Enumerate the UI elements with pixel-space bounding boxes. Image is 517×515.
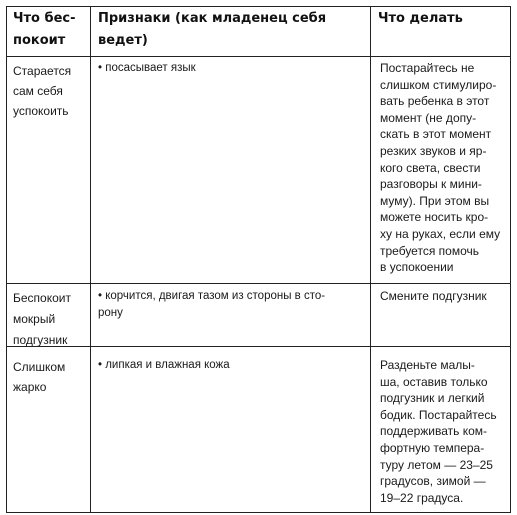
text-line: сам себя xyxy=(13,84,63,98)
text-line: поддерживать ком- xyxy=(380,424,488,439)
text-line: момент (не допу- xyxy=(380,110,477,125)
text-line: • корчится, двигая тазом из стороны в сто- xyxy=(98,290,326,302)
text-line: рону xyxy=(98,306,123,319)
text-line: можете носить кро- xyxy=(380,210,489,225)
row-1-actions xyxy=(380,60,500,276)
row-divider-2 xyxy=(6,346,511,347)
text-line: слишком стимулиро- xyxy=(380,77,497,92)
header-line: Признаки (как младенец себя xyxy=(98,11,327,26)
text-line: градусов, зимой — xyxy=(380,474,486,489)
header-signs xyxy=(98,8,326,52)
text-line: ша, оставив только xyxy=(380,374,488,389)
header-what-to-do xyxy=(378,8,463,30)
text-line: бодик. Постарайтесь xyxy=(380,407,497,422)
row-2-reason xyxy=(13,288,71,351)
column-divider-1 xyxy=(90,6,91,513)
table-border-left xyxy=(6,6,7,513)
table-header-divider xyxy=(6,56,511,57)
row-3-signs xyxy=(98,357,230,374)
text-line: • липкая и влажная кожа xyxy=(98,359,230,371)
text-line: Старается xyxy=(13,64,72,78)
text-line: 19–22 градуса. xyxy=(380,490,464,505)
text-line: скать в этот момент xyxy=(380,127,492,142)
row-3-reason xyxy=(13,357,65,397)
row-2-actions xyxy=(380,288,487,305)
text-line: вать ребенка в этот xyxy=(380,94,490,109)
text-line: требуется помочь xyxy=(380,243,479,258)
text-line: жарко xyxy=(13,380,47,394)
text-line: Слишком xyxy=(13,360,66,374)
text-line: • посасывает язык xyxy=(98,62,196,74)
header-line: Что бес- xyxy=(13,11,76,26)
header-what-bothers xyxy=(13,8,76,52)
header-line: Что делать xyxy=(378,11,463,26)
row-1-reason xyxy=(13,61,71,121)
table-border-top xyxy=(6,6,511,7)
text-line: Постарайтесь не xyxy=(380,61,475,75)
header-line: ведет) xyxy=(98,33,148,48)
row-3-actions xyxy=(380,357,497,506)
column-divider-2 xyxy=(370,6,371,513)
row-divider-1 xyxy=(6,283,511,284)
text-line: туру летом — 23–25 xyxy=(380,457,493,472)
row-2-signs xyxy=(98,288,325,321)
text-line: подгузник xyxy=(13,333,68,347)
text-line: кого света, свести xyxy=(380,160,481,175)
row-1-signs xyxy=(98,60,196,77)
text-line: ху на руках, если ему xyxy=(380,226,501,241)
header-line: покоит xyxy=(13,33,66,48)
text-line: муму). При этом вы xyxy=(380,193,490,208)
table-border-bottom xyxy=(6,512,511,513)
text-line: фортную темпера- xyxy=(380,440,485,455)
text-line: подгузник и легкий xyxy=(380,391,485,406)
text-line: мокрый xyxy=(13,312,56,326)
text-line: Беспокоит xyxy=(13,291,71,305)
text-line: Разденьте малы- xyxy=(380,358,475,372)
table-border-right xyxy=(510,6,511,513)
text-line: в успокоении xyxy=(380,260,454,275)
text-line: успокоить xyxy=(13,104,69,118)
text-line: Смените подгузник xyxy=(380,289,487,303)
text-line: резких звуков и яр- xyxy=(380,143,487,158)
text-line: разговоры к мини- xyxy=(380,177,482,192)
